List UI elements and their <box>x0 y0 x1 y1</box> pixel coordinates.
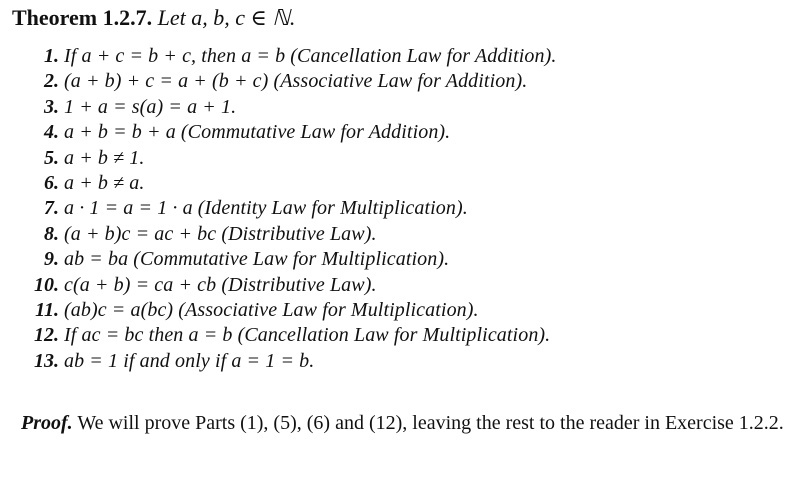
part-text: If ac = bc then a = b (Cancellation Law for Multiplication). <box>64 324 551 347</box>
theorem-part-7 <box>0 196 800 221</box>
part-text: (a + b)c = ac + bc (Distributive Law). <box>64 222 377 245</box>
part-number: 6. <box>44 171 59 194</box>
part-text: a + b ≠ a. <box>64 171 145 194</box>
part-text: If a + c = b + c, then a = b (Cancellation Law for Addition). <box>64 45 557 67</box>
part-number: 7. <box>44 197 59 220</box>
theorem-part-11 <box>0 298 800 323</box>
part-text: ab = ba (Commutative Law for Multiplication). <box>64 248 450 271</box>
theorem-part-9 <box>0 247 800 272</box>
part-text: a + b = b + a (Commutative Law for Addition). <box>64 121 451 144</box>
part-number: 12. <box>34 324 59 347</box>
theorem-part-8 <box>0 222 800 247</box>
part-text: (a + b) + c = a + (b + c) (Associative Law for Addition). <box>64 70 528 93</box>
proof-paragraph <box>21 410 796 437</box>
part-number: 3. <box>44 95 59 118</box>
proof-label: Proof. <box>21 412 73 434</box>
part-text: c(a + b) = ca + cb (Distributive Law). <box>64 273 377 296</box>
theorem-part-4 <box>0 120 800 145</box>
part-number: 9. <box>44 248 59 271</box>
theorem-part-12 <box>0 323 800 348</box>
part-number: 5. <box>44 146 59 169</box>
part-number: 8. <box>44 222 59 245</box>
part-text: a + b ≠ 1. <box>64 146 145 169</box>
part-text: 1 + a = s(a) = a + 1. <box>64 95 237 118</box>
theorem-label: Theorem 1.2.7. <box>12 5 153 30</box>
theorem-part-2 <box>0 69 800 94</box>
theorem-statement: Let a, b, c ∈ ℕ. <box>157 5 296 30</box>
theorem-part-10 <box>0 273 800 298</box>
proof-text: We will prove Parts (1), (5), (6) and (12), leaving the rest to the reader in Exercise 1.2.2. <box>77 412 784 434</box>
theorem-part-1 <box>0 44 800 69</box>
theorem-part-6 <box>0 171 800 196</box>
part-number: 2. <box>44 70 59 93</box>
part-number: 10. <box>34 273 59 296</box>
theorem-part-3 <box>0 95 800 120</box>
part-text: (ab)c = a(bc) (Associative Law for Multiplication). <box>64 298 479 321</box>
part-number: 4. <box>44 121 59 144</box>
part-text: ab = 1 if and only if a = 1 = b. <box>64 349 315 372</box>
theorem-part-5 <box>0 146 800 171</box>
theorem-part-13 <box>0 349 800 374</box>
part-number: 13. <box>34 349 59 372</box>
part-text: a · 1 = a = 1 · a (Identity Law for Multiplication). <box>64 197 468 220</box>
theorem-heading <box>12 4 295 32</box>
part-number: 11. <box>35 298 59 321</box>
part-number: 1. <box>44 45 59 67</box>
theorem-parts-list <box>0 44 800 374</box>
